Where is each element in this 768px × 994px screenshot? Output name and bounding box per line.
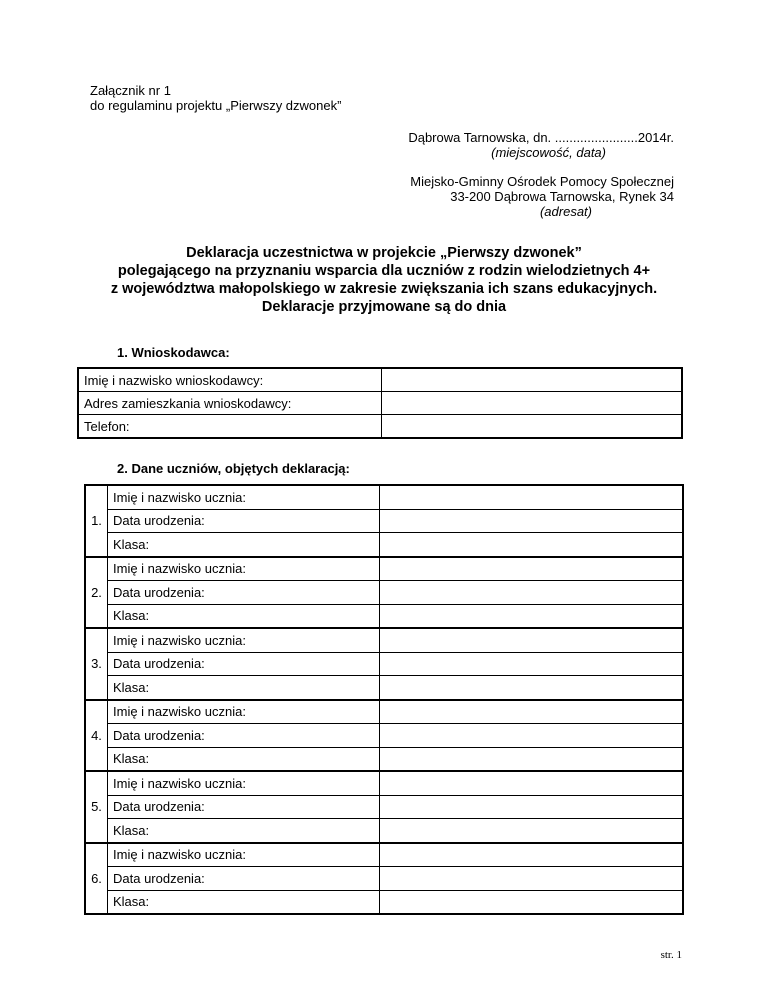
place-date-caption: (miejscowość, data) [491,145,606,160]
addressee-block [410,174,674,219]
student-birthdate-field[interactable] [380,509,684,533]
student-name-label: Imię i nazwisko ucznia: [108,700,380,724]
student-class-field[interactable] [380,819,684,843]
applicant-name-label: Imię i nazwisko wnioskodawcy: [78,368,382,392]
student-number: 2. [85,557,108,629]
addressee-line-1: Miejsko-Gminny Ośrodek Pomocy Społecznej [410,174,674,189]
applicant-phone-label: Telefon: [78,415,382,439]
place-date: Dąbrowa Tarnowska, dn. .......................2014r. [408,130,674,145]
section-1-heading: 1. Wnioskodawca: [117,345,230,360]
table-row [78,415,682,439]
table-row [85,867,683,891]
table-row [85,819,683,843]
document-title [50,244,718,316]
applicant-name-field[interactable] [382,368,683,392]
student-name-label: Imię i nazwisko ucznia: [108,485,380,509]
student-birthdate-label: Data urodzenia: [108,795,380,819]
addressee-caption: (adresat) [539,204,592,219]
student-class-label: Klasa: [108,819,380,843]
title-line-2: polegającego na przyznaniu wsparcia dla uczniów z rodzin wielodzietnych 4+ [117,263,651,279]
table-row [85,747,683,771]
student-class-field[interactable] [380,604,684,628]
student-birthdate-label: Data urodzenia: [108,724,380,748]
student-number: 3. [85,628,108,700]
page-number: str. 1 [660,949,682,961]
applicant-address-field[interactable] [382,392,683,415]
student-name-field[interactable] [380,700,684,724]
students-table [84,484,684,915]
student-class-label: Klasa: [108,890,380,914]
attachment-note [90,83,341,113]
student-name-field[interactable] [380,485,684,509]
student-number: 1. [85,485,108,557]
table-row [85,771,683,795]
title-line-1: Deklaracja uczestnictwa w projekcie „Pierwszy dzwonek” [186,245,582,261]
student-birthdate-field[interactable] [380,795,684,819]
table-row [85,485,683,509]
student-birthdate-field[interactable] [380,652,684,676]
table-row [85,628,683,652]
table-row [85,676,683,700]
student-birthdate-label: Data urodzenia: [108,652,380,676]
student-birthdate-field[interactable] [380,581,684,605]
student-class-label: Klasa: [108,747,380,771]
student-name-label: Imię i nazwisko ucznia: [108,557,380,581]
section-2-heading: 2. Dane uczniów, objętych deklaracją: [117,461,350,476]
table-row [85,890,683,914]
student-name-label: Imię i nazwisko ucznia: [108,628,380,652]
student-name-field[interactable] [380,557,684,581]
student-class-label: Klasa: [108,676,380,700]
table-row [85,509,683,533]
student-number: 6. [85,843,108,915]
table-row [85,700,683,724]
table-row [85,724,683,748]
student-birthdate-field[interactable] [380,724,684,748]
student-birthdate-label: Data urodzenia: [108,509,380,533]
student-name-field[interactable] [380,628,684,652]
student-class-label: Klasa: [108,604,380,628]
student-class-field[interactable] [380,890,684,914]
attachment-line-1: Załącznik nr 1 [90,83,171,98]
applicant-table [77,367,683,439]
student-name-field[interactable] [380,843,684,867]
student-class-field[interactable] [380,747,684,771]
student-birthdate-label: Data urodzenia: [108,867,380,891]
applicant-phone-field[interactable] [382,415,683,439]
table-row [85,557,683,581]
addressee-line-2: 33-200 Dąbrowa Tarnowska, Rynek 34 [450,189,674,204]
student-name-label: Imię i nazwisko ucznia: [108,843,380,867]
table-row [85,604,683,628]
table-row [78,392,682,415]
student-number: 4. [85,700,108,772]
student-class-field[interactable] [380,676,684,700]
title-line-3: z województwa małopolskiego w zakresie zwiększania ich szans edukacyjnych. [110,281,658,297]
table-row [85,795,683,819]
table-row [85,843,683,867]
student-name-field[interactable] [380,771,684,795]
student-birthdate-field[interactable] [380,867,684,891]
table-row [85,581,683,605]
student-number: 5. [85,771,108,843]
student-birthdate-label: Data urodzenia: [108,581,380,605]
applicant-address-label: Adres zamieszkania wnioskodawcy: [78,392,382,415]
attachment-line-2: do regulaminu projektu „Pierwszy dzwonek” [90,98,342,113]
table-row [85,652,683,676]
student-name-label: Imię i nazwisko ucznia: [108,771,380,795]
student-class-label: Klasa: [108,533,380,557]
place-date-block [408,130,674,160]
table-row [85,533,683,557]
title-line-4: Deklaracje przyjmowane są do dnia [261,299,507,315]
table-row [78,368,682,392]
student-class-field[interactable] [380,533,684,557]
